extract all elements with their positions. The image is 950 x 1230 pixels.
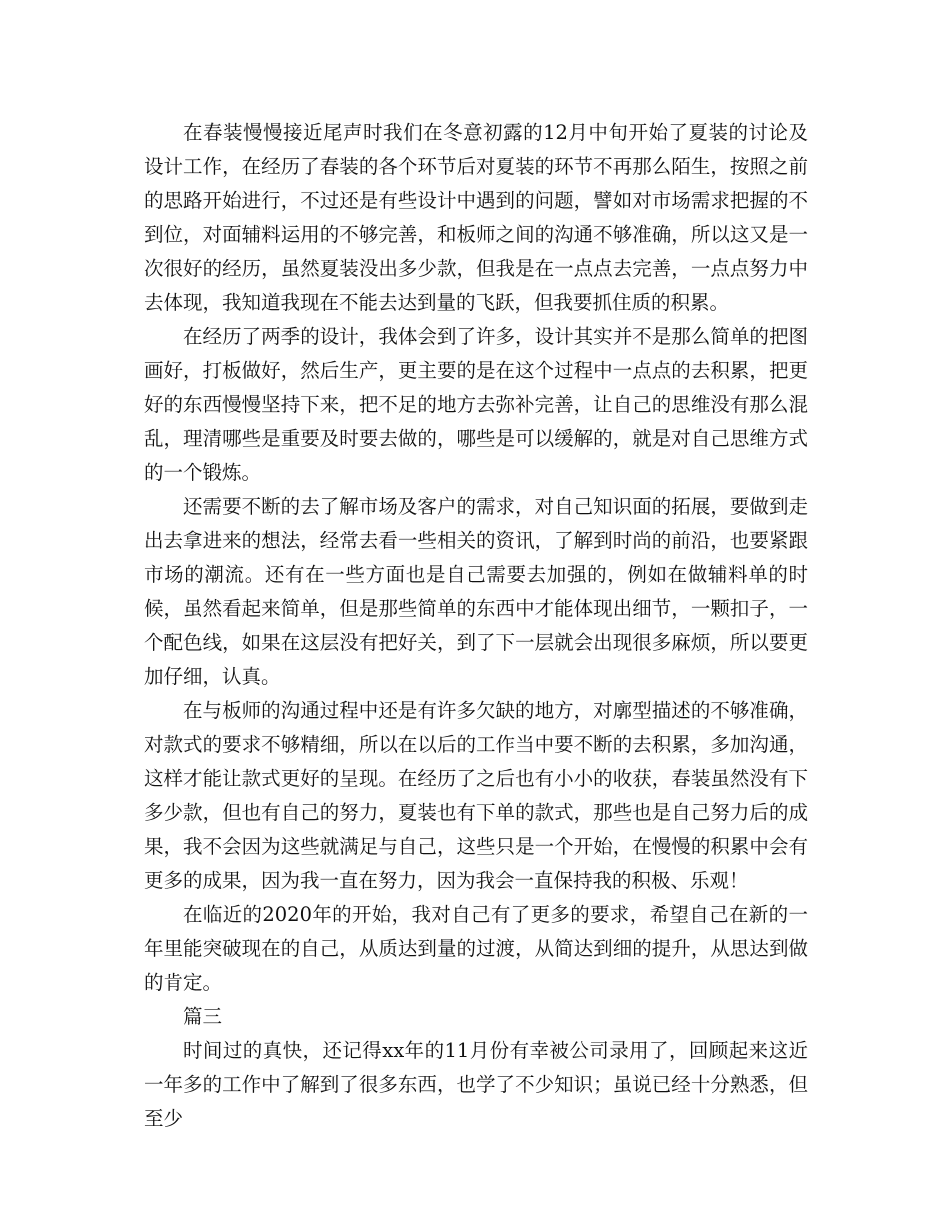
document-page <box>144 116 808 1136</box>
paragraph-market-understanding: 还需要不断的去了解市场及客户的需求，对自己知识面的拓展，要做到走出去拿进来的想法，经常去看一些相关的资讯，了解到时尚的前沿，也要紧跟市场的潮流。还有在一些方面也是自己需要去加强的，例如在做辅料单的时候，虽然看起来简单，但是那些简单的东西中才能体现出细节，一颗扣子，一个配色线，如果在这层没有把好关，到了下一层就会出现很多麻烦，所以要更加仔细，认真。 <box>144 495 808 688</box>
paragraph-two-seasons-reflection: 在经历了两季的设计，我体会到了许多，设计其实并不是那么简单的把图画好，打板做好，然后生产，更主要的是在这个过程中一点点的去积累，把更好的东西慢慢坚持下来，把不足的地方去弥补完善，让自己的思维没有那么混乱，理清哪些是重要及时要去做的，哪些是可以缓解的，就是对自己思维方式的一个锻炼。 <box>144 325 808 484</box>
paragraph-spring-summer-design: 在春装慢慢接近尾声时我们在冬意初露的12月中旬开始了夏装的讨论及设计工作，在经历了春装的各个环节后对夏装的环节不再那么陌生，按照之前的思路开始进行，不过还是有些设计中遇到的问题，譬如对市场需求把握的不到位，对面辅料运用的不够完善，和板师之间的沟通不够准确，所以这又是一次很好的经历，虽然夏装没出多少款，但我是在一点点去完善，一点点努力中去体现，我知道我现在不能去达到量的飞跃，但我要抓住质的积累。 <box>144 121 808 314</box>
paragraph-new-year-goals: 在临近的2020年的开始，我对自己有了更多的要求，希望自己在新的一年里能突破现在的自己，从质达到量的过渡，从简达到细的提升，从思达到做的肯定。 <box>144 903 808 994</box>
section-heading: 篇三 <box>183 1005 223 1028</box>
paragraph-section-three-intro: 时间过的真快，还记得xx年的11月份有幸被公司录用了，回顾起来这近一年多的工作中了解到了很多东西，也学了不少知识；虽说已经十分熟悉，但至少 <box>144 1039 808 1130</box>
paragraph-pattern-maker-communication: 在与板师的沟通过程中还是有许多欠缺的地方，对廓型描述的不够准确，对款式的要求不够精细，所以在以后的工作当中要不断的去积累，多加沟通，这样才能让款式更好的呈现。在经历了之后也有小小的收获，春装虽然没有下多少款，但也有自己的努力，夏装也有下单的款式，那些也是自己努力后的成果，我不会因为这些就满足与自己，这些只是一个开始，在慢慢的积累中会有更多的成果，因为我一直在努力，因为我会一直保持我的积极、乐观！ <box>144 699 808 892</box>
